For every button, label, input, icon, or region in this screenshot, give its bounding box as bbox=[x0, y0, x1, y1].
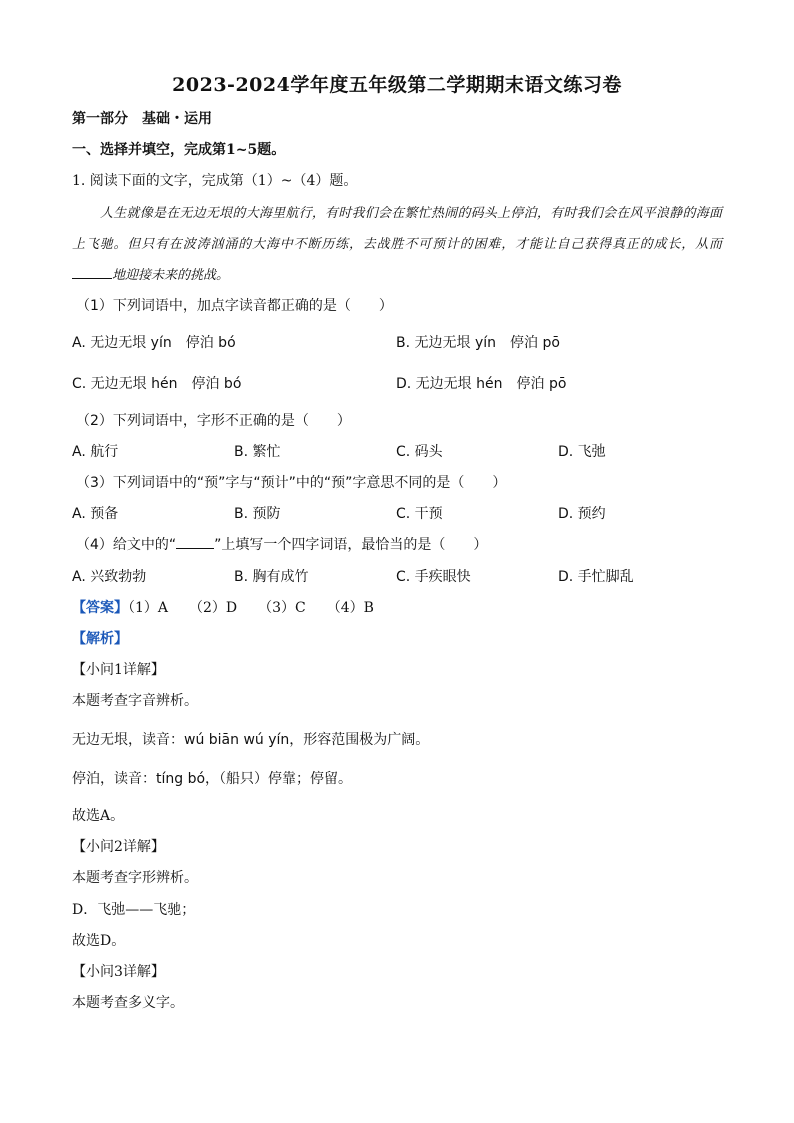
subquestion-1: （1）下列词语中，加点字读音都正确的是（ ） bbox=[76, 298, 393, 314]
page-title: 2023-2024学年度五年级第二学期期末语文练习卷 bbox=[172, 74, 622, 96]
detail-1-line-2: 无边无垠，读音：wú biān wú yín，形容范围极为广阔。 bbox=[72, 732, 430, 748]
subquestion-1-option-b: B. 无边无垠 yín 停泊 pō bbox=[396, 335, 560, 351]
subquestion-4-blank bbox=[176, 536, 214, 549]
detail-2-line-2: D．飞弛——飞驰； bbox=[72, 902, 196, 918]
passage-text-part2: 地迎接未来的挑战。 bbox=[112, 268, 230, 283]
subquestion-2-option-a: A. 航行 bbox=[72, 444, 119, 460]
subquestion-3-option-a: A. 预备 bbox=[72, 506, 119, 522]
detail-1-line-1: 本题考查字音辨析。 bbox=[72, 693, 198, 709]
subquestion-2-option-c: C. 码头 bbox=[396, 444, 443, 460]
subquestion-4 bbox=[76, 536, 487, 554]
section-heading: 一、选择并填空，完成第1~5题。 bbox=[72, 142, 286, 158]
detail-1-line-3: 停泊，读音：tíng bó，（船只）停靠；停留。 bbox=[72, 771, 353, 787]
subquestion-1-option-d: D. 无边无垠 hén 停泊 pō bbox=[396, 376, 567, 392]
subquestion-2-option-b: B. 繁忙 bbox=[234, 444, 281, 460]
subquestion-1-option-c: C. 无边无垠 hén 停泊 bó bbox=[72, 376, 242, 392]
detail-heading-3: 【小问3详解】 bbox=[72, 964, 165, 980]
subquestion-2-option-d: D. 飞弛 bbox=[558, 444, 606, 460]
subquestion-3-option-d: D. 预约 bbox=[558, 506, 606, 522]
subquestion-4-text-part2: ”上填写一个四字词语，最恰当的是（ ） bbox=[214, 537, 488, 553]
subquestion-2: （2）下列词语中，字形不正确的是（ ） bbox=[76, 413, 351, 429]
passage-blank bbox=[72, 266, 112, 279]
subquestion-3-option-c: C. 干预 bbox=[396, 506, 443, 522]
subquestion-4-option-b: B. 胸有成竹 bbox=[234, 569, 309, 585]
subquestion-3: （3）下列词语中的“预”字与“预计”中的“预”字意思不同的是（ ） bbox=[76, 475, 507, 491]
analysis-label: 【解析】 bbox=[72, 631, 128, 647]
detail-2-line-3: 故选D。 bbox=[72, 933, 126, 949]
detail-1-line-4: 故选A。 bbox=[72, 808, 125, 824]
reading-passage bbox=[72, 198, 722, 291]
detail-heading-1: 【小问1详解】 bbox=[72, 662, 165, 678]
part-heading: 第一部分 基础・运用 bbox=[72, 111, 212, 127]
subquestion-1-option-a: A. 无边无垠 yín 停泊 bó bbox=[72, 335, 236, 351]
subquestion-4-option-c: C. 手疾眼快 bbox=[396, 569, 471, 585]
subquestion-3-option-b: B. 预防 bbox=[234, 506, 281, 522]
subquestion-4-option-a: A. 兴致勃勃 bbox=[72, 569, 147, 585]
answer-text: （1）A （2）D （3）C （4）B bbox=[128, 600, 374, 616]
answer-label: 【答案】 bbox=[72, 600, 128, 616]
subquestion-4-option-d: D. 手忙脚乱 bbox=[558, 569, 634, 585]
subquestion-4-text-part1: （4）给文中的“ bbox=[76, 537, 177, 553]
detail-heading-2: 【小问2详解】 bbox=[72, 839, 165, 855]
question-1-stem: 1. 阅读下面的文字，完成第（1）~（4）题。 bbox=[72, 173, 358, 189]
passage-text-part1: 人生就像是在无边无垠的大海里航行，有时我们会在繁忙热闹的码头上停泊，有时我们会在风平浪静的海面上飞驰。但只有在波涛汹涌的大海中不断历练，去战胜不可预计的困难，才能让自己获得真正的成长，从而 bbox=[72, 206, 722, 252]
answer-line bbox=[72, 599, 374, 617]
detail-2-line-1: 本题考查字形辨析。 bbox=[72, 870, 198, 886]
detail-3-line-1: 本题考查多义字。 bbox=[72, 995, 184, 1011]
